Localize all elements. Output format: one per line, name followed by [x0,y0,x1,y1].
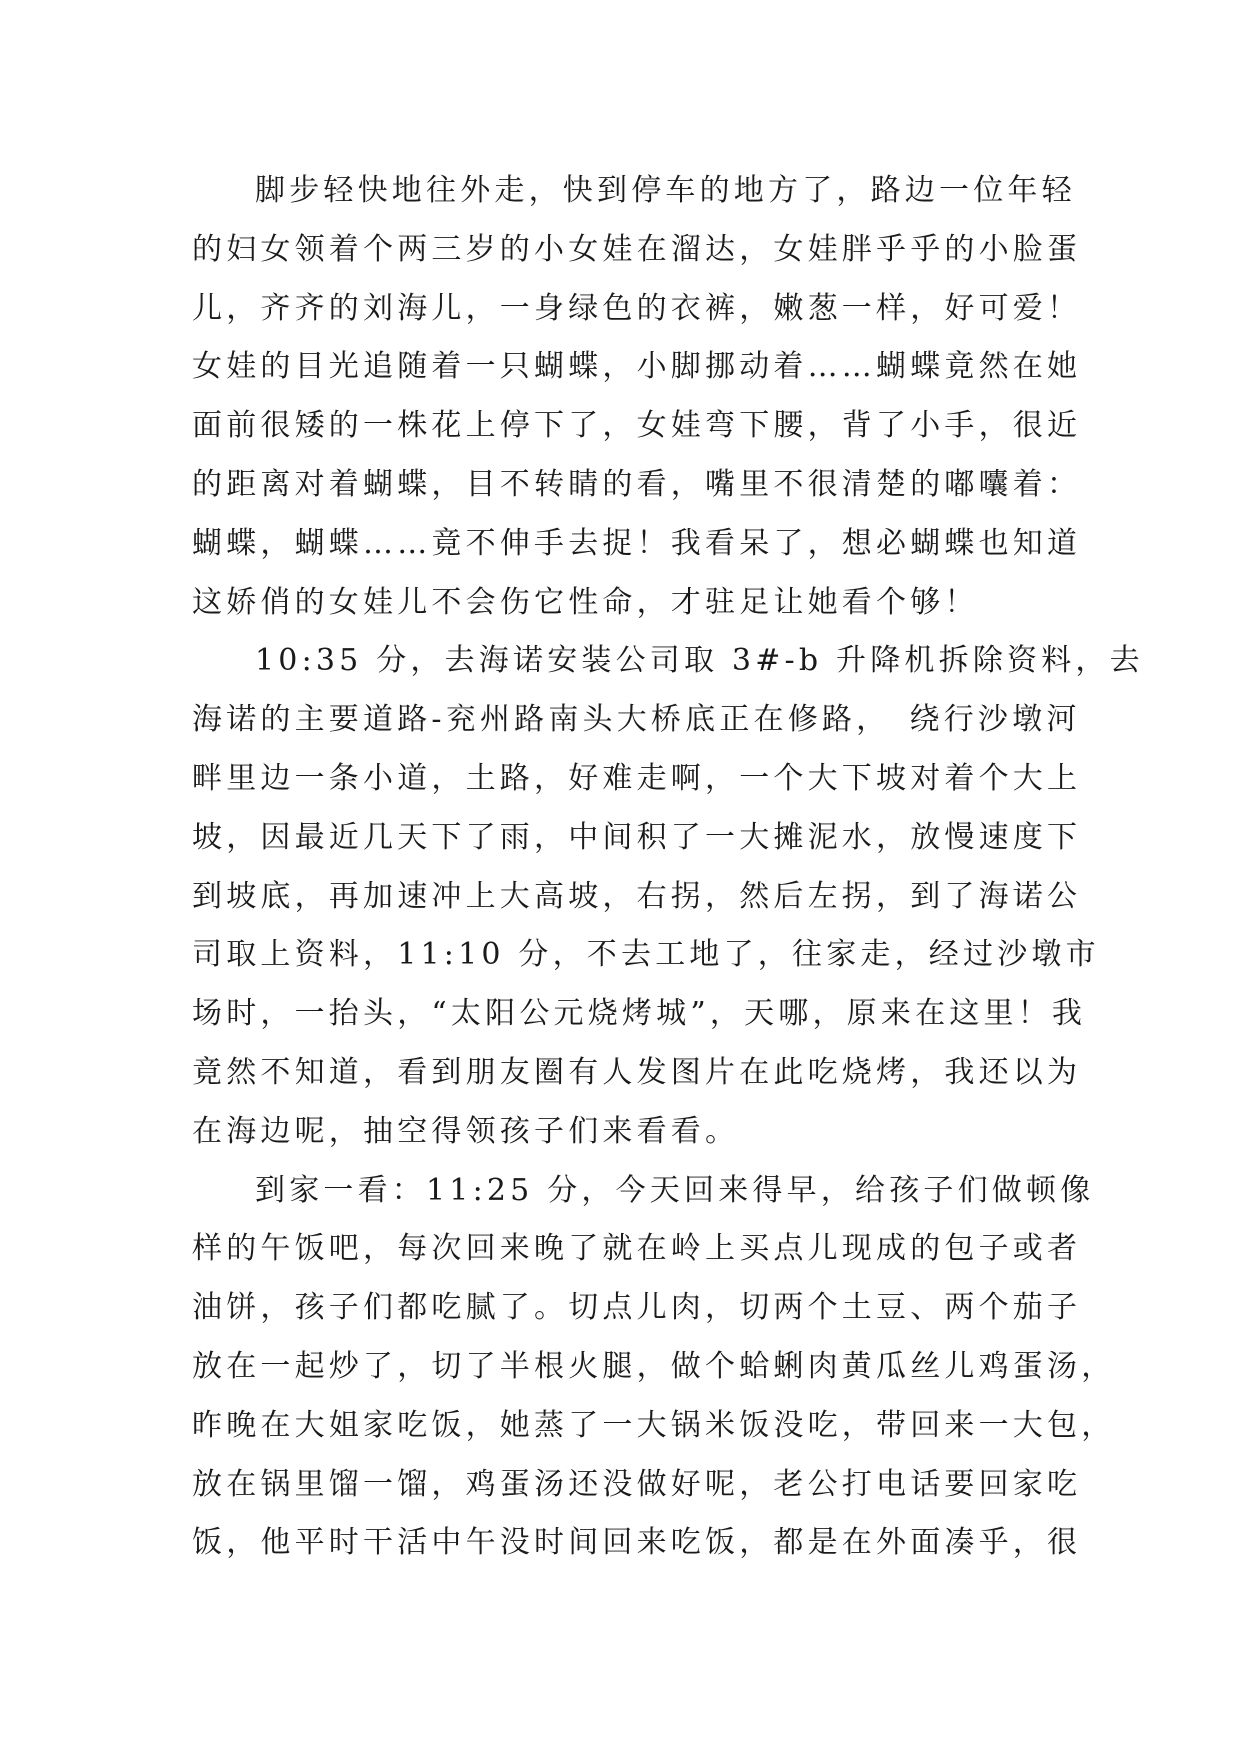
paragraph-1-line-8: 这娇俏的女娃儿不会伤它性命，才驻足让她看个够！ [192,584,979,620]
paragraph-1-line-4: 女娃的目光追随着一只蝴蝶，小脚挪动着……蝴蝶竟然在她 [192,349,1082,385]
paragraph-3-line-7: 饭，他平时干活中午没时间回来吃饭，都是在外面凑乎，很 [192,1525,1082,1561]
paragraph-1-line-7: 蝴蝶，蝴蝶……竟不伸手去捉！我看呆了，想必蝴蝶也知道 [192,525,1082,561]
paragraph-2-line-3: 畔里边一条小道，土路，好难走啊，一个大下坡对着个大上 [192,760,1082,796]
paragraph-1-line-6: 的距离对着蝴蝶，目不转睛的看，嘴里不很清楚的嘟囔着： [192,466,1082,502]
body-text [192,162,1144,1573]
paragraph-3-line-4: 放在一起炒了，切了半根火腿，做个蛤蜊肉黄瓜丝儿鸡蛋汤， [192,1348,1116,1384]
paragraph-2-line-8: 竟然不知道，看到朋友圈有人发图片在此吃烧烤，我还以为 [192,1054,1082,1090]
paragraph-3-line-6: 放在锅里馏一馏，鸡蛋汤还没做好呢，老公打电话要回家吃 [192,1466,1082,1502]
paragraph-2-line-1: 10:35 分，去海诺安装公司取 3#-b 升降机拆除资料，去 [255,643,1144,679]
paragraph-2-line-5: 到坡底，再加速冲上大高坡，右拐，然后左拐，到了海诺公 [192,878,1082,914]
paragraph-2-line-9: 在海边呢，抽空得领孩子们来看看。 [192,1113,740,1149]
paragraph-1-line-1: 脚步轻快地往外走，快到停车的地方了，路边一位年轻 [255,173,1076,208]
paragraph-2-line-6: 司取上资料，11:10 分，不去工地了，往家走，经过沙墩市 [192,937,1100,973]
paragraph-2-line-7: 场时，一抬头，“太阳公元烧烤城”，天哪，原来在这里！我 [192,996,1087,1032]
paragraph-3-line-2: 样的午饭吧，每次回来晚了就在岭上买点儿现成的包子或者 [192,1231,1082,1267]
paragraph-3-line-1: 到家一看：11:25 分，今天回来得早，给孩子们做顿像 [255,1172,1095,1208]
paragraph-1-line-5: 面前很矮的一株花上停下了，女娃弯下腰，背了小手，很近 [192,408,1082,444]
paragraph-3-line-5: 昨晚在大姐家吃饭，她蒸了一大锅米饭没吃，带回来一大包， [192,1407,1116,1443]
paragraph-2-line-4: 坡，因最近几天下了雨，中间积了一大摊泥水，放慢速度下 [192,819,1082,855]
paragraph-2-line-2: 海诺的主要道路-兖州路南头大桥底正在修路， 绕行沙墩河 [192,702,1081,738]
paragraph-1-line-2: 的妇女领着个两三岁的小女娃在溜达，女娃胖乎乎的小脸蛋 [192,231,1082,267]
paragraph-1-line-3: 儿，齐齐的刘海儿，一身绿色的衣裤，嫩葱一样，好可爱！ [192,290,1082,326]
paragraph-3-line-3: 油饼，孩子们都吃腻了。切点儿肉，切两个土豆、两个茄子 [192,1290,1082,1326]
